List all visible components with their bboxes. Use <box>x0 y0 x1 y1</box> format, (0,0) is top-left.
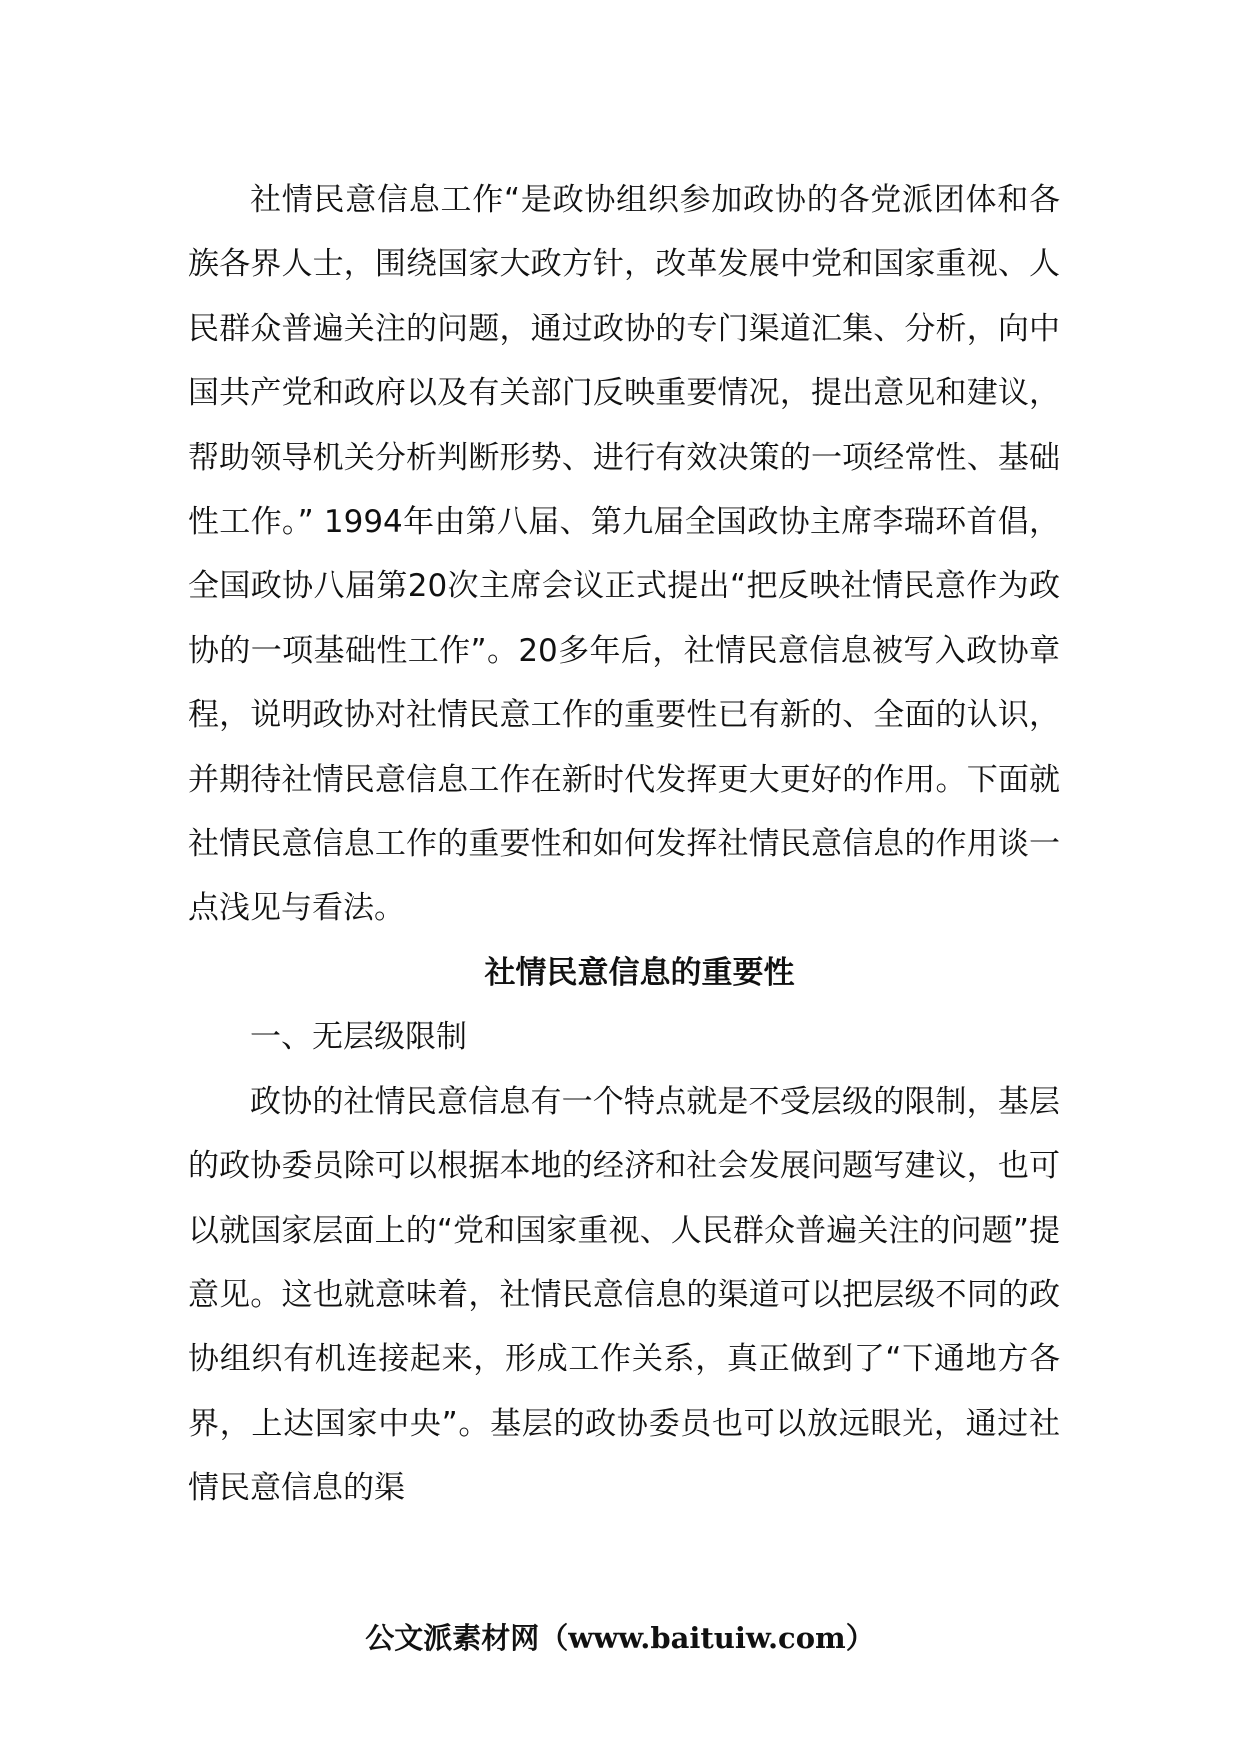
section-heading: 社情民意信息的重要性 <box>484 954 795 991</box>
paragraph-intro: 社情民意信息工作“是政协组织参加政协的各党派团体和各族各界人士，围绕国家大政方针，改革发展中党和国家重视、人民群众普遍关注的问题，通过政协的专门渠道汇集、分析，向中国共产党和政府以及有关部门反映重要情况，提出意见和建议，帮助领导机关分析判断形势、进行有效决策的一项经常性、基础性工作。” 1994年由第八届、第九届全国政协主席李瑞环首倡，全国政协八届第20次主席会议正式提出“把反映社情民意作为政协的一项基础性工作”。20多年后，社情民意信息被写入政协章程，说明政协对社情民意工作的重要性已有新的、全面的认识，并期待社情民意信息工作在新时代发挥更大更好的作用。下面就社情民意信息工作的重要性和如何发挥社情民意信息的作用谈一点浅见与看法。 <box>188 182 1060 927</box>
footer-watermark: 公文派素材网（www.baituiw.com） <box>365 1621 875 1655</box>
paragraph-no-level-limit: 政协的社情民意信息有一个特点就是不受层级的限制，基层的政协委员除可以根据本地的经济和社会发展问题写建议，也可以就国家层面上的“党和国家重视、人民群众普遍关注的问题”提意见。这也就意味着，社情民意信息的渠道可以把层级不同的政协组织有机连接起来，形成工作关系，真正做到了“下通地方各界，上达国家中央”。基层的政协委员也可以放远眼光，通过社情民意信息的渠 <box>188 1083 1060 1507</box>
subheading-no-level-limit: 一、无层级限制 <box>250 1019 467 1056</box>
document-body <box>188 168 1060 1521</box>
